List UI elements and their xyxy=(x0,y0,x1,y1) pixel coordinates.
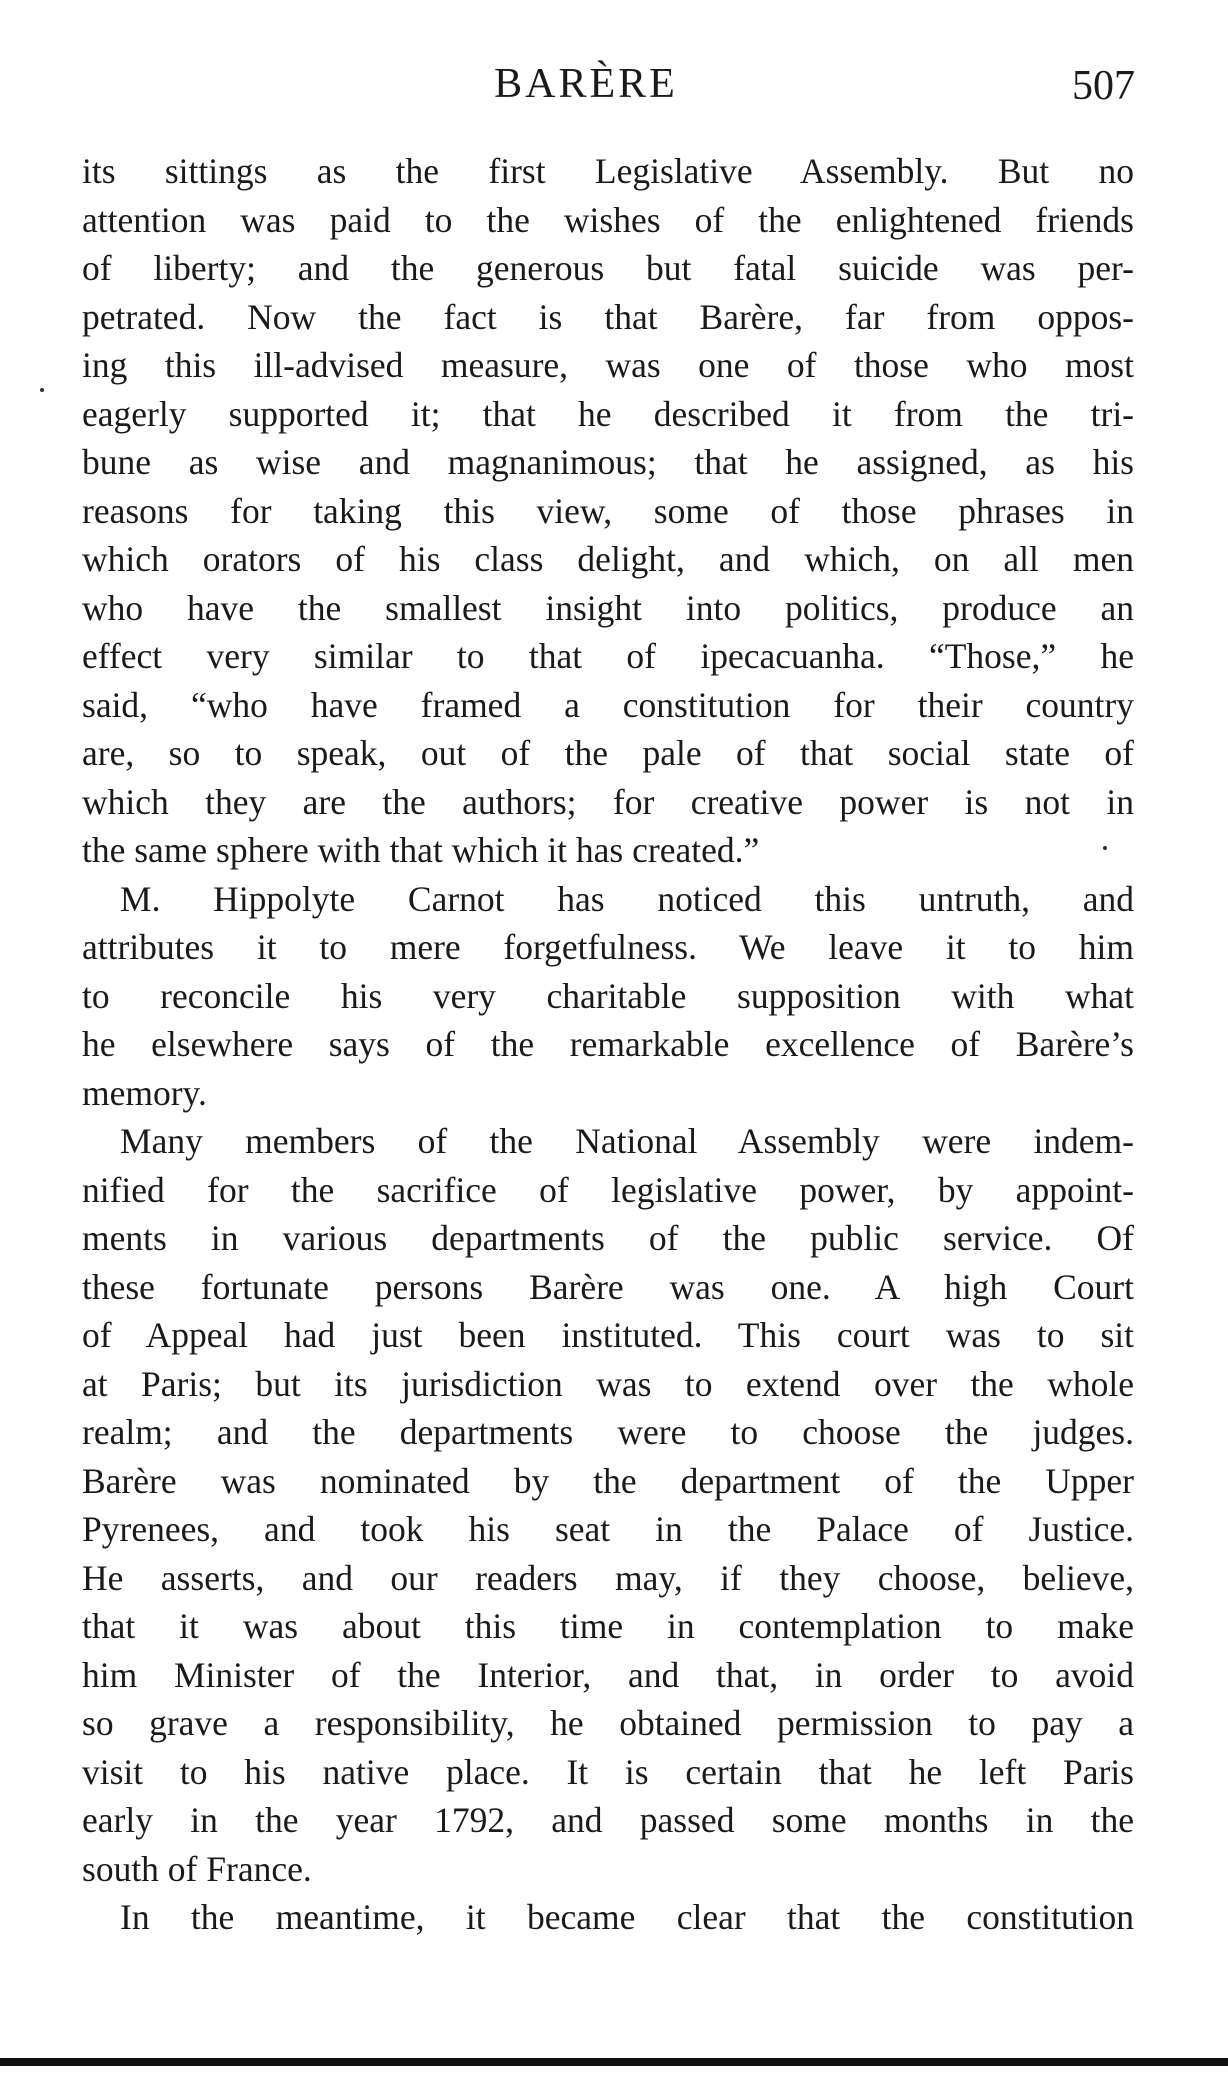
text-line: petrated. Now the fact is that Barère, far from oppos- xyxy=(82,296,1134,337)
text-line: attributes it to mere forgetfulness. We leave it to him xyxy=(82,927,1134,967)
text-line: so grave a responsibility, he obtained permission to pay a xyxy=(82,1703,1134,1743)
text-line: realm; and the departments were to choose the judges. xyxy=(82,1412,1134,1452)
text-line: who have the smallest insight into politics, produce an xyxy=(82,587,1134,628)
text-line: nified for the sacrifice of legislative power, by appoint- xyxy=(82,1169,1134,1210)
text-line: Barère was nominated by the department of the Upper xyxy=(82,1460,1134,1501)
text-line: effect very similar to that of ipecacuanha. “Those,” he xyxy=(82,636,1134,676)
body-text xyxy=(82,147,1134,1942)
text-line: He asserts, and our readers may, if they choose, believe, xyxy=(82,1557,1134,1598)
text-line: visit to his native place. It is certain that he left Paris xyxy=(82,1751,1134,1792)
paragraph xyxy=(82,1893,1134,1942)
text-line: of Appeal had just been instituted. This court was to sit xyxy=(82,1315,1134,1355)
text-line: eagerly supported it; that he described it from the tri- xyxy=(82,393,1134,434)
text-line: memory. xyxy=(82,1072,207,1113)
text-line: early in the year 1792, and passed some months in the xyxy=(82,1800,1134,1840)
text-line: south of France. xyxy=(82,1848,312,1889)
page-bottom-edge xyxy=(0,2058,1228,2066)
text-line: he elsewhere says of the remarkable excellence of Barère’s xyxy=(82,1024,1134,1064)
text-line: him Minister of the Interior, and that, in order to avoid xyxy=(82,1654,1134,1695)
text-line: ments in various departments of the public service. Of xyxy=(82,1218,1134,1258)
text-line: at Paris; but its jurisdiction was to extend over the whole xyxy=(82,1363,1134,1404)
text-line: Pyrenees, and took his seat in the Palace of Justice. xyxy=(82,1509,1134,1549)
text-line: which orators of his class delight, and which, on all men xyxy=(82,539,1134,579)
text-line: these fortunate persons Barère was one. A high Court xyxy=(82,1266,1134,1307)
text-line: that it was about this time in contemplation to make xyxy=(82,1606,1134,1646)
paragraph xyxy=(82,875,1134,1118)
print-speck xyxy=(40,388,44,392)
text-line: are, so to speak, out of the pale of that social state of xyxy=(82,733,1134,773)
text-line: said, “who have framed a constitution for their country xyxy=(82,684,1134,725)
text-line: ing this ill-advised measure, was one of those who most xyxy=(82,345,1134,385)
text-line: which they are the authors; for creative power is not in xyxy=(82,781,1134,822)
print-speck xyxy=(1103,846,1107,850)
text-line: its sittings as the first Legislative Assembly. But no xyxy=(82,151,1134,191)
page-number: 507 xyxy=(1072,63,1135,109)
text-line: In the meantime, it became clear that the constitution xyxy=(120,1897,1134,1937)
text-line: reasons for taking this view, some of those phrases in xyxy=(82,490,1134,531)
text-line: the same sphere with that which it has created.” xyxy=(82,830,760,870)
text-line: to reconcile his very charitable supposition with what xyxy=(82,975,1134,1016)
paragraph xyxy=(82,1117,1134,1893)
text-line: M. Hippolyte Carnot has noticed this untruth, and xyxy=(120,878,1134,919)
paragraph xyxy=(82,147,1134,875)
text-line: of liberty; and the generous but fatal suicide was per- xyxy=(82,248,1134,288)
text-line: bune as wise and magnanimous; that he assigned, as his xyxy=(82,442,1134,482)
text-line: Many members of the National Assembly were indem- xyxy=(120,1121,1134,1161)
running-title: BARÈRE xyxy=(494,61,678,107)
text-line: attention was paid to the wishes of the enlightened friends xyxy=(82,199,1134,240)
